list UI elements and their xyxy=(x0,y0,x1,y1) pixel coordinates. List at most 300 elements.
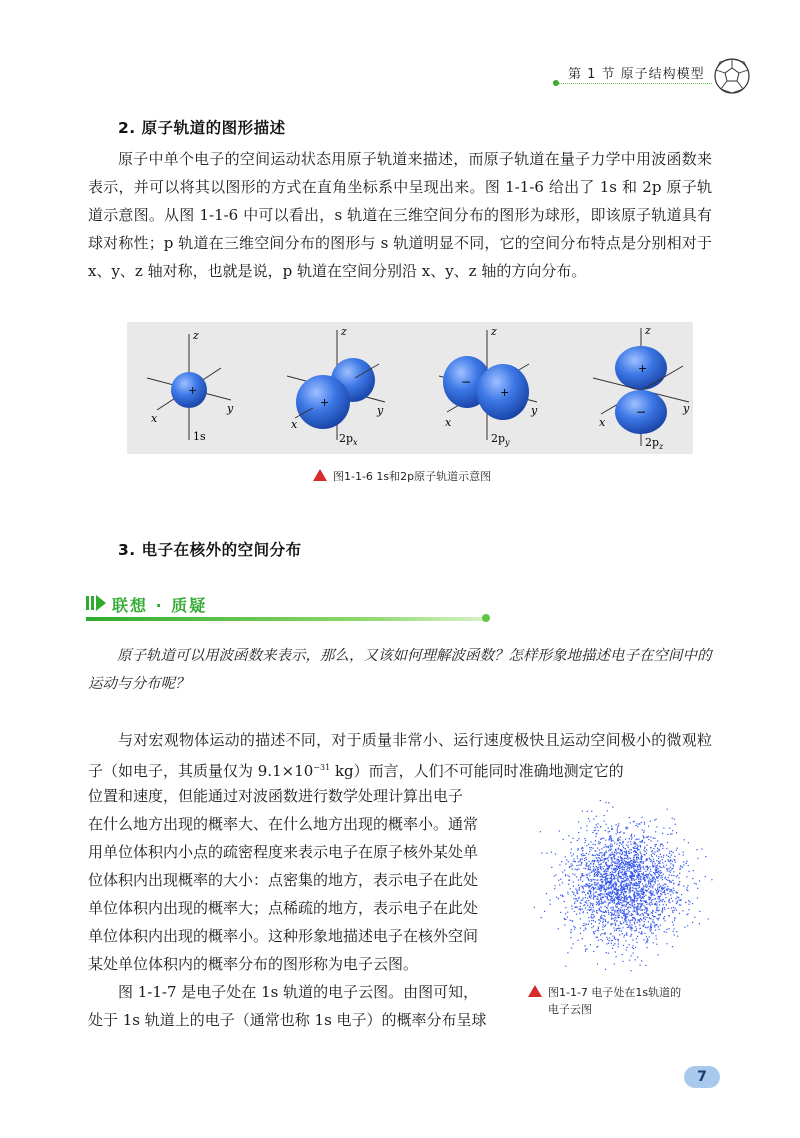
cloud-dot xyxy=(581,863,582,864)
cloud-dot xyxy=(601,864,602,865)
cloud-dot xyxy=(636,852,637,853)
cloud-dot xyxy=(565,913,566,914)
cloud-dot xyxy=(671,889,672,890)
cloud-dot xyxy=(627,827,628,828)
cloud-dot xyxy=(613,885,614,886)
cloud-dot xyxy=(643,861,644,862)
cloud-dot xyxy=(629,864,630,865)
cloud-dot xyxy=(681,866,682,867)
cloud-dot xyxy=(635,882,636,883)
cloud-dot xyxy=(613,886,614,887)
cloud-dot xyxy=(669,900,670,901)
cloud-dot xyxy=(640,868,641,869)
cloud-dot xyxy=(677,901,678,902)
cloud-dot xyxy=(598,927,599,928)
cloud-dot xyxy=(626,924,627,925)
cloud-dot xyxy=(626,879,627,880)
body-paragraph-1-top xyxy=(88,726,712,785)
cloud-dot xyxy=(635,846,636,847)
cloud-dot xyxy=(631,849,632,850)
cloud-dot xyxy=(588,844,589,845)
body-line: 在什么地方出现的概率大、在什么地方出现的概率小。通常 xyxy=(88,815,479,833)
cloud-dot xyxy=(591,888,592,889)
cloud-dot xyxy=(688,865,689,866)
cloud-dot xyxy=(580,909,581,910)
cloud-dot xyxy=(671,907,672,908)
cloud-dot xyxy=(586,853,587,854)
cloud-dot xyxy=(631,915,632,916)
cloud-dot xyxy=(672,922,673,923)
cloud-dot xyxy=(625,885,626,886)
cloud-dot xyxy=(614,854,615,855)
cloud-dot xyxy=(617,915,618,916)
cloud-dot xyxy=(604,860,605,861)
cloud-dot xyxy=(619,866,620,867)
cloud-dot xyxy=(606,858,607,859)
cloud-dot xyxy=(600,868,601,869)
cloud-dot xyxy=(659,896,660,897)
cloud-dot xyxy=(643,832,644,833)
cloud-dot xyxy=(599,887,600,888)
cloud-dot xyxy=(643,837,644,838)
cloud-dot xyxy=(589,875,590,876)
cloud-dot xyxy=(615,951,616,952)
cloud-dot xyxy=(674,920,675,921)
cloud-dot xyxy=(601,911,602,912)
cloud-dot xyxy=(596,904,597,905)
figure-7-caption xyxy=(528,984,681,1018)
cloud-dot xyxy=(626,935,627,936)
cloud-dot xyxy=(637,876,638,877)
cloud-dot xyxy=(636,908,637,909)
cloud-dot xyxy=(623,860,624,861)
cloud-dot xyxy=(627,898,628,899)
cloud-dot xyxy=(611,873,612,874)
cloud-dot xyxy=(643,939,644,940)
cloud-dot xyxy=(656,892,657,893)
cloud-dot xyxy=(664,901,665,902)
cloud-dot xyxy=(570,842,571,843)
cloud-dot xyxy=(608,904,609,905)
cloud-dot xyxy=(652,880,653,881)
cloud-dot xyxy=(627,924,628,925)
cloud-dot xyxy=(625,852,626,853)
cloud-dot xyxy=(640,867,641,868)
cloud-dot xyxy=(653,884,654,885)
cloud-dot xyxy=(597,963,598,964)
cloud-dot xyxy=(578,848,579,849)
cloud-dot xyxy=(597,827,598,828)
cloud-dot xyxy=(633,847,634,848)
cloud-dot xyxy=(635,919,636,920)
cloud-dot xyxy=(583,868,584,869)
cloud-dot xyxy=(627,868,628,869)
cloud-dot xyxy=(651,875,652,876)
cloud-dot xyxy=(609,891,610,892)
cloud-dot xyxy=(670,834,671,835)
cloud-dot xyxy=(627,870,628,871)
cloud-dot xyxy=(618,862,619,863)
cloud-dot xyxy=(595,830,596,831)
cloud-dot xyxy=(626,904,627,905)
cloud-dot xyxy=(662,848,663,849)
cloud-dot xyxy=(604,895,605,896)
cloud-dot xyxy=(669,882,670,883)
cloud-dot xyxy=(640,906,641,907)
cloud-dot xyxy=(655,831,656,832)
cloud-dot xyxy=(650,931,651,932)
cloud-dot xyxy=(627,842,628,843)
cloud-dot xyxy=(660,846,661,847)
cloud-dot xyxy=(686,863,687,864)
cloud-dot xyxy=(662,859,663,860)
cloud-dot xyxy=(586,863,587,864)
cloud-dot xyxy=(625,892,626,893)
cloud-dot xyxy=(593,914,594,915)
cloud-dot xyxy=(632,940,633,941)
cloud-dot xyxy=(588,909,589,910)
cloud-dot xyxy=(582,858,583,859)
cloud-dot xyxy=(687,885,688,886)
cloud-dot xyxy=(661,894,662,895)
cloud-dot xyxy=(624,873,625,874)
cloud-dot xyxy=(596,824,597,825)
cloud-dot xyxy=(605,920,606,921)
cloud-dot xyxy=(591,871,592,872)
cloud-dot xyxy=(627,863,628,864)
cloud-dot xyxy=(615,865,616,866)
cloud-dot xyxy=(594,883,595,884)
cloud-dot xyxy=(608,912,609,913)
cloud-dot xyxy=(634,862,635,863)
cloud-dot xyxy=(551,867,552,868)
cloud-dot xyxy=(654,895,655,896)
cloud-dot xyxy=(627,878,628,879)
cloud-dot xyxy=(673,907,674,908)
cloud-dot xyxy=(612,948,613,949)
cloud-dot xyxy=(684,927,685,928)
cloud-dot xyxy=(674,935,675,936)
cloud-dot xyxy=(670,857,671,858)
cloud-dot xyxy=(577,900,578,901)
cloud-dot xyxy=(664,892,665,893)
cloud-dot xyxy=(637,895,638,896)
cloud-dot xyxy=(628,890,629,891)
cloud-dot xyxy=(606,862,607,863)
cloud-dot xyxy=(687,887,688,888)
cloud-dot xyxy=(602,933,603,934)
cloud-dot xyxy=(623,911,624,912)
cloud-dot xyxy=(576,869,577,870)
cloud-dot xyxy=(656,844,657,845)
cloud-dot xyxy=(603,902,604,903)
cloud-dot xyxy=(589,883,590,884)
cloud-dot xyxy=(589,861,590,862)
cloud-dot xyxy=(573,892,574,893)
cloud-dot xyxy=(637,898,638,899)
cloud-dot xyxy=(583,855,584,856)
cloud-dot xyxy=(651,900,652,901)
cloud-dot xyxy=(656,867,657,868)
cloud-dot xyxy=(623,893,624,894)
cloud-dot xyxy=(634,904,635,905)
cloud-dot xyxy=(638,877,639,878)
cloud-dot xyxy=(604,900,605,901)
cloud-dot xyxy=(573,894,574,895)
cloud-dot xyxy=(617,878,618,879)
cloud-dot xyxy=(555,874,556,875)
cloud-dot xyxy=(606,937,607,938)
cloud-dot xyxy=(632,864,633,865)
cloud-dot xyxy=(667,870,668,871)
cloud-dot xyxy=(649,917,650,918)
cloud-dot xyxy=(614,858,615,859)
cloud-dot xyxy=(666,904,667,905)
cloud-dot xyxy=(621,888,622,889)
cloud-dot xyxy=(618,943,619,944)
cloud-dot xyxy=(628,861,629,862)
cloud-dot xyxy=(586,825,587,826)
cloud-dot xyxy=(608,910,609,911)
cloud-dot xyxy=(571,849,572,850)
cloud-dot xyxy=(624,916,625,917)
cloud-dot xyxy=(632,945,633,946)
cloud-dot xyxy=(629,925,630,926)
cloud-dot xyxy=(588,854,589,855)
cloud-dot xyxy=(621,923,622,924)
cloud-dot xyxy=(587,912,588,913)
cloud-dot xyxy=(606,896,607,897)
cloud-dot xyxy=(583,891,584,892)
cloud-dot xyxy=(638,839,639,840)
cloud-dot xyxy=(581,900,582,901)
cloud-dot xyxy=(626,895,627,896)
cloud-dot xyxy=(651,894,652,895)
cloud-dot xyxy=(648,880,649,881)
cloud-dot xyxy=(634,922,635,923)
cloud-dot xyxy=(640,907,641,908)
cloud-dot xyxy=(669,902,670,903)
cloud-dot xyxy=(595,921,596,922)
cloud-dot xyxy=(657,893,658,894)
cloud-dot xyxy=(630,891,631,892)
cloud-dot xyxy=(596,867,597,868)
cloud-dot xyxy=(653,866,654,867)
cloud-dot xyxy=(628,853,629,854)
cloud-dot xyxy=(613,862,614,863)
cloud-dot xyxy=(630,885,631,886)
cloud-dot xyxy=(644,822,645,823)
cloud-dot xyxy=(629,849,630,850)
cloud-dot xyxy=(682,910,683,911)
cloud-dot xyxy=(640,852,641,853)
cloud-dot xyxy=(675,908,676,909)
cloud-dot xyxy=(597,896,598,897)
cloud-dot xyxy=(683,861,684,862)
axis-y-label: y xyxy=(531,404,538,417)
cloud-dot xyxy=(612,854,613,855)
cloud-dot xyxy=(636,890,637,891)
cloud-dot xyxy=(619,881,620,882)
cloud-dot xyxy=(657,887,658,888)
cloud-dot xyxy=(607,869,608,870)
cloud-dot xyxy=(600,880,601,881)
cloud-dot xyxy=(676,903,677,904)
cloud-dot xyxy=(649,873,650,874)
cloud-dot xyxy=(606,882,607,883)
cloud-dot xyxy=(617,912,618,913)
cloud-dot xyxy=(636,864,637,865)
cloud-dot xyxy=(584,892,585,893)
cloud-dot xyxy=(625,898,626,899)
cloud-dot xyxy=(620,831,621,832)
cloud-dot xyxy=(625,866,626,867)
cloud-dot xyxy=(672,864,673,865)
cloud-dot xyxy=(590,891,591,892)
cloud-dot xyxy=(645,902,646,903)
cloud-dot xyxy=(635,920,636,921)
cloud-dot xyxy=(623,863,624,864)
cloud-dot xyxy=(588,866,589,867)
cloud-dot xyxy=(614,920,615,921)
cloud-dot xyxy=(604,852,605,853)
cloud-dot xyxy=(622,865,623,866)
cloud-dot xyxy=(644,830,645,831)
cloud-dot xyxy=(627,888,628,889)
cloud-dot xyxy=(599,908,600,909)
cloud-dot xyxy=(656,870,657,871)
cloud-dot xyxy=(633,908,634,909)
cloud-dot xyxy=(660,877,661,878)
cloud-dot xyxy=(626,851,627,852)
cloud-dot xyxy=(606,887,607,888)
cloud-dot xyxy=(544,911,545,912)
cloud-dot xyxy=(612,864,613,865)
cloud-dot xyxy=(607,897,608,898)
cloud-dot xyxy=(648,882,649,883)
cloud-dot xyxy=(663,904,664,905)
cloud-dot xyxy=(577,893,578,894)
cloud-dot xyxy=(640,881,641,882)
cloud-dot xyxy=(638,855,639,856)
cloud-dot xyxy=(614,882,615,883)
cloud-dot xyxy=(662,912,663,913)
cloud-dot xyxy=(620,878,621,879)
cloud-dot xyxy=(642,874,643,875)
cloud-dot xyxy=(597,946,598,947)
cloud-dot xyxy=(574,903,575,904)
cloud-dot xyxy=(652,915,653,916)
cloud-dot xyxy=(605,919,606,920)
cloud-dot xyxy=(624,867,625,868)
cloud-dot xyxy=(634,848,635,849)
cloud-dot xyxy=(646,891,647,892)
cloud-dot xyxy=(640,861,641,862)
cloud-dot xyxy=(605,932,606,933)
cloud-dot xyxy=(663,899,664,900)
cloud-dot xyxy=(600,934,601,935)
cloud-dot xyxy=(607,905,608,906)
cloud-dot xyxy=(574,911,575,912)
cloud-dot xyxy=(675,824,676,825)
cloud-dot xyxy=(595,885,596,886)
cloud-dot xyxy=(578,838,579,839)
cloud-dot xyxy=(647,869,648,870)
cloud-dot xyxy=(663,874,664,875)
cloud-dot xyxy=(607,871,608,872)
cloud-dot xyxy=(632,899,633,900)
cloud-dot xyxy=(591,895,592,896)
cloud-dot xyxy=(624,935,625,936)
cloud-dot xyxy=(606,852,607,853)
cloud-dot xyxy=(632,837,633,838)
cloud-dot xyxy=(600,899,601,900)
cloud-dot xyxy=(637,907,638,908)
cloud-dot xyxy=(610,899,611,900)
cloud-dot xyxy=(615,875,616,876)
cloud-dot xyxy=(640,933,641,934)
cloud-dot xyxy=(630,841,631,842)
cloud-dot xyxy=(671,898,672,899)
cloud-dot xyxy=(600,890,601,891)
body-line: 图 1-1-7 是电子处在 1s 轨道的电子云图。由图可知， xyxy=(118,983,479,1001)
cloud-dot xyxy=(601,866,602,867)
cloud-dot xyxy=(546,893,547,894)
cloud-dot xyxy=(619,890,620,891)
cloud-dot xyxy=(642,913,643,914)
cloud-dot xyxy=(651,912,652,913)
cloud-dot xyxy=(614,917,615,918)
cloud-dot xyxy=(650,918,651,919)
cloud-dot xyxy=(619,904,620,905)
cloud-dot xyxy=(615,868,616,869)
cloud-dot xyxy=(658,874,659,875)
cloud-dot xyxy=(603,854,604,855)
cloud-dot xyxy=(607,810,608,811)
cloud-dot xyxy=(654,854,655,855)
cloud-dot xyxy=(650,883,651,884)
cloud-dot xyxy=(622,881,623,882)
cloud-dot xyxy=(600,887,601,888)
cloud-dot xyxy=(647,876,648,877)
cloud-dot xyxy=(671,859,672,860)
cloud-dot xyxy=(591,916,592,917)
cloud-dot xyxy=(641,889,642,890)
cloud-dot xyxy=(673,875,674,876)
cloud-dot xyxy=(601,852,602,853)
cloud-dot xyxy=(582,850,583,851)
cloud-dot xyxy=(613,883,614,884)
cloud-dot xyxy=(592,854,593,855)
cloud-dot xyxy=(601,918,602,919)
cloud-dot xyxy=(680,900,681,901)
cloud-dot xyxy=(632,890,633,891)
cloud-dot xyxy=(675,917,676,918)
cloud-dot xyxy=(676,910,677,911)
cloud-dot xyxy=(625,877,626,878)
cloud-dot xyxy=(634,911,635,912)
cloud-dot xyxy=(576,876,577,877)
cloud-dot xyxy=(639,871,640,872)
cloud-dot xyxy=(607,858,608,859)
cloud-dot xyxy=(641,858,642,859)
cloud-dot xyxy=(655,844,656,845)
cloud-dot xyxy=(623,847,624,848)
cloud-dot xyxy=(598,871,599,872)
cloud-dot xyxy=(634,895,635,896)
cloud-dot xyxy=(665,897,666,898)
cloud-dot xyxy=(585,907,586,908)
